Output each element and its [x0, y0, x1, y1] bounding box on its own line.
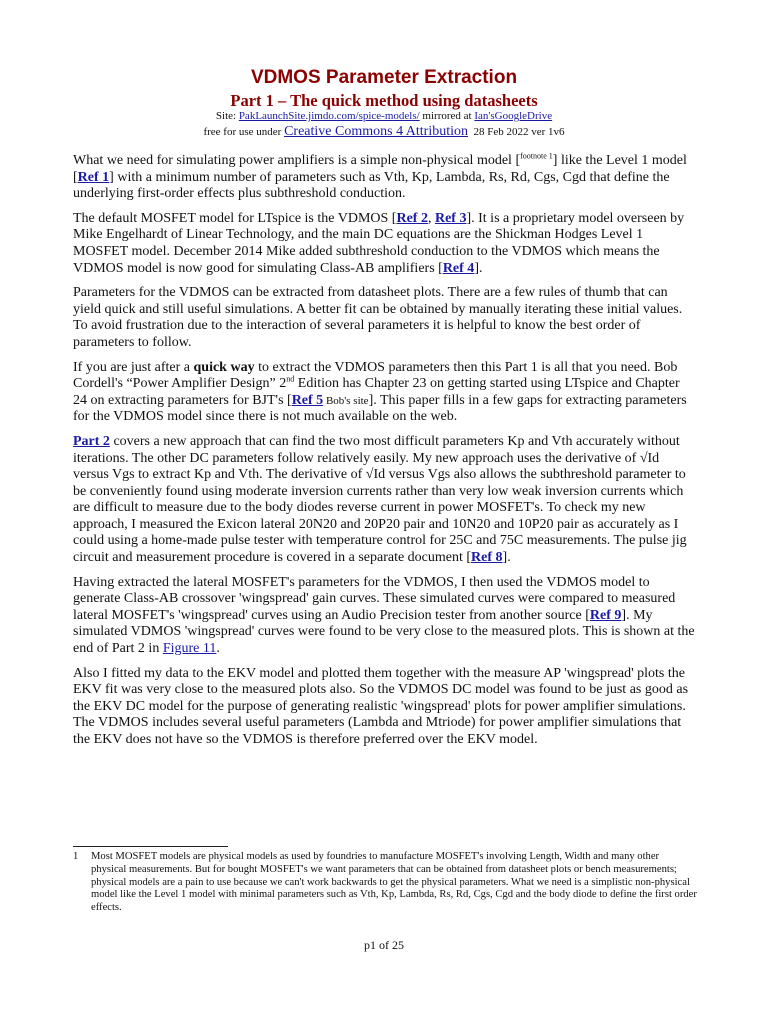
date-version: 28 Feb 2022 ver 1v6 — [473, 126, 565, 138]
paragraph-5 — [73, 434, 697, 567]
ref-9-link[interactable]: Ref 9 — [589, 607, 622, 623]
figure-11-link[interactable]: Figure 11 — [162, 641, 217, 657]
text-run: Having extracted the lateral MOSFET's parameters for the VDMOS, I then used the VDMOS model to generate Class-AB crossover 'wingspread' gain curves. These simulated curves were compared to measured lateral MOSFET's 'wingspread' curves using an Audio Precision tester from another source [ — [73, 574, 676, 623]
ref-1-link[interactable]: Ref 1 — [77, 169, 110, 185]
site-line — [0, 110, 768, 122]
paragraph-6 — [73, 575, 697, 658]
footnote-text: Most MOSFET models are physical models as used by foundries to manufacture MOSFET's involving Length, Width and many other physical measurements. But for bought MOSFET's we want parameters that can be obtained from datasheet plots or bench measurements; physical models are a pain to use because we can't work backwards to get the physical parameters. What we need is a simplistic non-physical model like the Level 1 model with minimal parameters such as Vth, Kp, Lambda, Rs, Rd, Cgs, Cgd and the body diode to define the first order effects. — [91, 851, 697, 914]
ref-4-link[interactable]: Ref 4 — [442, 260, 475, 276]
text-run: ] with a minimum number of parameters such as Vth, Kp, Lambda, Rs, Rd, Cgs, Cgd that define the underlying first-order effects plus subthreshold conduction. — [73, 169, 670, 202]
mirror-link[interactable]: Ian'sGoogleDrive — [474, 110, 553, 122]
text-run: ]. It is a proprietary model overseen by Mike Engelhardt of Linear Technology, and the main DC equations are the Shickman Hodges Level 1 MOSFET model. December 2014 Mike added subthreshold conduction to the VDMOS which means the VDMOS model is now good for simulating Class-AB amplifiers [ — [73, 210, 685, 276]
text-run: ]. — [502, 550, 511, 566]
text-run: If you are just after a — [73, 359, 194, 375]
footnote-number: 1 — [73, 851, 79, 862]
ref-5-link[interactable]: Ref 5 — [291, 392, 324, 408]
license-line — [0, 124, 768, 140]
footnote-1 — [73, 851, 697, 915]
superscript-nd: nd — [286, 374, 295, 384]
part-2-link[interactable]: Part 2 — [73, 433, 110, 449]
license-link[interactable]: Creative Commons 4 Attribution — [284, 124, 469, 139]
text-run: ]. My simulated VDMOS 'wingspread' curves were found to be very close to the measured plots. This is shown at the end of Part 2 in — [73, 607, 695, 657]
paragraph-1 — [73, 153, 697, 203]
page-title: VDMOS Parameter Extraction — [250, 67, 518, 88]
text-run: What we need for simulating power amplifiers is a simple non-physical model [ — [73, 153, 521, 168]
paragraph-3: Parameters for the VDMOS can be extracted from datasheet plots. There are a few rules of thumb that can yield quick and still useful simulations. A better fit can be obtained by manually iterating these initial values. To avoid frustration due to the interaction of several parameters it is helpful to know the best order of parameters to follow. — [73, 285, 683, 350]
text-run: . — [216, 641, 220, 657]
site-link[interactable]: PakLaunchSite.jimdo.com/spice-models/ — [238, 110, 420, 122]
text-run: , — [427, 210, 435, 226]
paragraph-2 — [73, 211, 697, 277]
bobs-site-note: Bob's site — [323, 394, 369, 407]
ref-2-link[interactable]: Ref 2 — [396, 210, 428, 226]
footnote-marker[interactable]: footnote 1 — [520, 151, 553, 161]
text-run: ]. — [474, 260, 483, 276]
paragraph-4 — [73, 360, 697, 426]
footnote-divider — [73, 846, 228, 847]
body-text — [73, 153, 697, 757]
site-label: Site: — [215, 110, 239, 122]
paragraph-7: Also I fitted my data to the EKV model and plotted them together with the measure AP 'wingspread' plots the EKV fit was very close to the measured plots also. So the VDMOS DC model was found to be just as good as the EKV DC model for the purpose of generating realistic 'wingspread' plots for power amplifier simulations. The VDMOS includes several useful parameters (Lambda and Mtriode) for power amplifier simulations that the EKV does not have so the VDMOS is therefore preferred over the EKV model. — [73, 665, 689, 747]
page-number: p1 of 25 — [364, 938, 404, 952]
page-subtitle: Part 1 – The quick method using datasheets — [230, 91, 538, 110]
text-run: Edition has Chapter 23 on getting started using LTspice and Chapter 24 on extracting parameters for BJT's [ — [73, 376, 680, 408]
bold-quick-way: quick way — [193, 359, 255, 375]
mirror-text: mirrored at — [419, 110, 475, 122]
text-run: covers a new approach that can find the two most difficult parameters Kp and Vth accurately without iterations. The other DC parameters follow relatively easily. My new approach uses the derivative of √Id versus Vgs to extract Kp and Vth. The derivative of √Id versus Vgs also allows the subthreshold parameter to be conveniently found using moderate inversion currents rather than very low weak inversion currents which are difficult to measure due to the body diodes reverse current in power MOSFET's. To check my new approach, I measured the Exicon lateral 20N20 and 20P20 pair and 10N20 and 10P20 pair as accurately as I could using a home-made pulse tester with temperature control for 25C and 75C measurements. The pulse jig circuit and measurement procedure is covered in a separate document [ — [73, 433, 687, 566]
text-run: The default MOSFET model for LTspice is the VDMOS [ — [73, 210, 397, 226]
license-prefix: free for use under — [203, 126, 285, 138]
text-run: ] like the Level 1 model [ — [73, 153, 687, 185]
ref-3-link[interactable]: Ref 3 — [434, 210, 467, 226]
text-run: ]. This paper fills in a few gaps for extracting parameters for the VDMOS model since there is not much available on the web. — [73, 392, 687, 425]
text-run: to extract the VDMOS parameters then this Part 1 is all that you need. Bob Cordell's “Power Amplifier Design” 2 — [73, 359, 678, 392]
ref-8-link[interactable]: Ref 8 — [471, 550, 503, 566]
